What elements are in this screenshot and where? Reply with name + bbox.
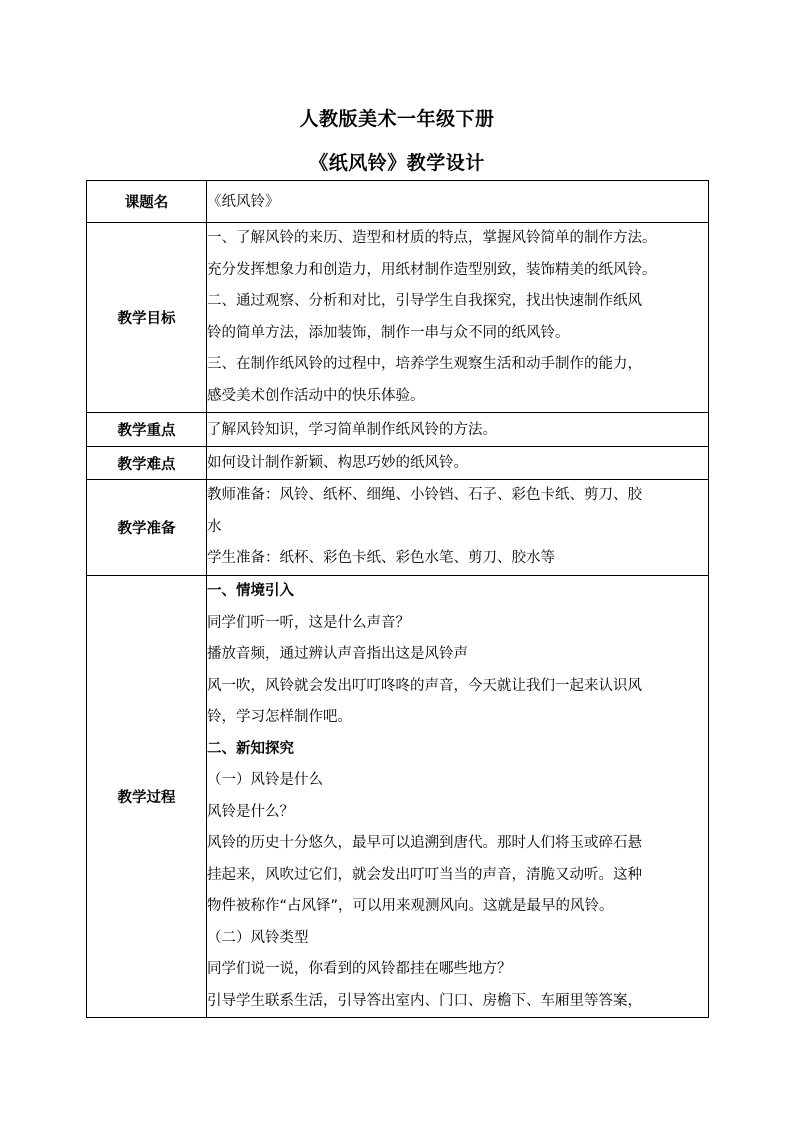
process-line: 物件被称作“占风铎”，可以用来观测风向。这就是最早的风铃。	[207, 898, 614, 914]
preparation-line: 教师准备：风铃、纸杯、细绳、小铃铛、石子、彩色卡纸、剪刀、胶	[207, 487, 642, 503]
difficulty-value: 如何设计制作新颖、构思巧妙的纸风铃。	[207, 447, 709, 480]
label-difficulty: 教学难点	[87, 447, 207, 480]
process-line: 同学们听一听，这是什么声音？	[207, 614, 410, 631]
process-line: 同学们说一说，你看到的风铃都挂在哪些地方？	[207, 961, 512, 977]
label-process: 教学过程	[87, 576, 207, 1018]
goals-line: 充分发挥想象力和创造力，用纸材制作造型别致，装饰精美的纸风铃。	[207, 261, 657, 278]
row-preparation	[87, 480, 709, 576]
process-subheading: （一）风铃是什么	[207, 772, 323, 788]
process-line: 挂起来，风吹过它们，就会发出叮叮当当的声音，清脆又动听。这种	[207, 866, 642, 883]
document-subtitle: 《纸风铃》教学设计	[309, 152, 485, 174]
process-line: 风一吹，风铃就会发出叮叮咚咚的声音，今天就让我们一起来认识风	[207, 677, 642, 694]
row-difficulty	[87, 447, 709, 480]
process-line: 铃，学习怎样制作吧。	[207, 709, 352, 725]
goals-line: 一、了解风铃的来历、造型和材质的特点，掌握风铃简单的制作方法。	[207, 230, 657, 246]
goals-line: 二、通过观察、分析和对比，引导学生自我探究，找出快速制作纸风	[207, 293, 642, 309]
lesson-plan-table	[86, 180, 709, 1018]
goals-line: 铃的简单方法，添加装饰，制作一串与众不同的纸风铃。	[207, 324, 570, 341]
row-goals	[87, 223, 709, 413]
process-line: 播放音频，通过辨认声音指出这是风铃声	[207, 646, 468, 662]
process-line: 风铃的历史十分悠久，最早可以追溯到唐代。那时人们将玉或碎石悬	[207, 835, 642, 851]
process-line: 引导学生联系生活，引导答出室内、门口、房檐下、车厢里等答案，	[207, 992, 642, 1009]
row-key-point	[87, 413, 709, 447]
preparation-content	[207, 480, 709, 576]
goals-content	[207, 223, 709, 413]
row-process	[87, 576, 709, 1018]
label-preparation: 教学准备	[87, 480, 207, 576]
topic-value: 《纸风铃》	[207, 181, 709, 223]
key-point-value: 了解风铃知识，学习简单制作纸风铃的方法。	[207, 413, 709, 447]
document-title: 人教版美术一年级下册	[299, 108, 495, 130]
preparation-line: 学生准备：纸杯、彩色卡纸、彩色水笔、剪刀、胶水等	[207, 550, 555, 566]
label-key-point: 教学重点	[87, 413, 207, 447]
label-goals: 教学目标	[87, 223, 207, 413]
process-line: 风铃是什么？	[207, 803, 294, 820]
process-heading: 一、情境引入	[207, 583, 294, 599]
row-topic	[87, 181, 709, 223]
process-subheading: （二）风铃类型	[207, 929, 309, 946]
process-heading: 二、新知探究	[207, 740, 294, 757]
label-topic: 课题名	[87, 181, 207, 223]
process-content	[207, 576, 709, 1018]
preparation-line: 水	[207, 518, 222, 535]
goals-line: 感受美术创作活动中的快乐体验。	[207, 387, 425, 404]
goals-line: 三、在制作纸风铃的过程中，培养学生观察生活和动手制作的能力，	[207, 356, 642, 372]
